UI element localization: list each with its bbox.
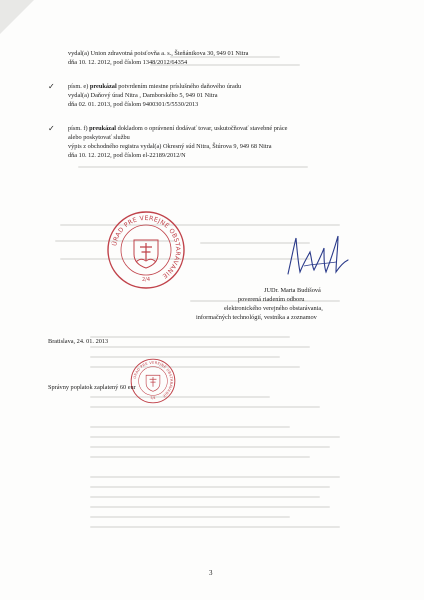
text-line: dňa 10. 12. 2012, pod číslom 1348/2012/64354 xyxy=(68,59,188,66)
signatory-name: JUDr. Marta Budišová xyxy=(264,287,321,294)
check-mark-icon: ✓ xyxy=(48,82,55,91)
svg-text:2/4: 2/4 xyxy=(141,277,151,283)
check-mark-icon: ✓ xyxy=(48,124,55,133)
text-line: vydal(a) Daňový úrad Nitra , Damborského 5, 949 01 Nitra xyxy=(68,92,218,99)
svg-text:ÚRAD PRE VEREJNÉ OBSTARÁVANIE: ÚRAD PRE VEREJNÉ OBSTARÁVANIE xyxy=(111,214,182,280)
svg-text:ÚRAD PRE VEREJNÉ OBSTARÁVANIE: ÚRAD PRE VEREJNÉ OBSTARÁVANIE xyxy=(132,360,174,399)
text-line: písm. f) preukázal dokladom o oprávnení dodávať tovar, uskutočňovať stavebné práce xyxy=(68,125,288,132)
text-line: vydal(a) Union zdravotná poisťovňa a. s., Šteňánikova 30, 949 01 Nitra xyxy=(68,50,249,57)
place-and-date: Bratislava, 24. 01. 2013 xyxy=(48,338,109,345)
signatory-role-line: poverená riadením odboru xyxy=(238,296,305,303)
text-line: dňa 02. 01. 2013, pod číslom 9400301/5/5530/2013 xyxy=(68,101,199,108)
fee-note: Správny poplatok zaplatený 60 eur xyxy=(48,384,136,391)
page-corner-fold xyxy=(0,0,34,34)
official-stamp-icon xyxy=(106,210,186,290)
signatory-role-line: elektronického verejného obstarávania, xyxy=(224,305,323,312)
text-line: alebo poskytovať službu xyxy=(68,134,130,141)
page-number: 3 xyxy=(209,569,213,577)
handwritten-signature-icon xyxy=(282,226,352,282)
text-line: písm. e) preukázal potvrdením miestne príslušného daňového úradu xyxy=(68,83,242,90)
signatory-role-line: informačných technológií, vestníka a zoznamov xyxy=(196,314,317,321)
fee-stamp-icon xyxy=(130,358,176,404)
text-line: dňa 10. 12. 2012, pod číslom el-22189/2012/N xyxy=(68,152,186,159)
svg-text:5/4: 5/4 xyxy=(150,395,156,400)
text-line: výpis z obchodného registra vydal(a) Okresný súd Nitra, Štúrova 9, 949 68 Nitra xyxy=(68,143,272,150)
